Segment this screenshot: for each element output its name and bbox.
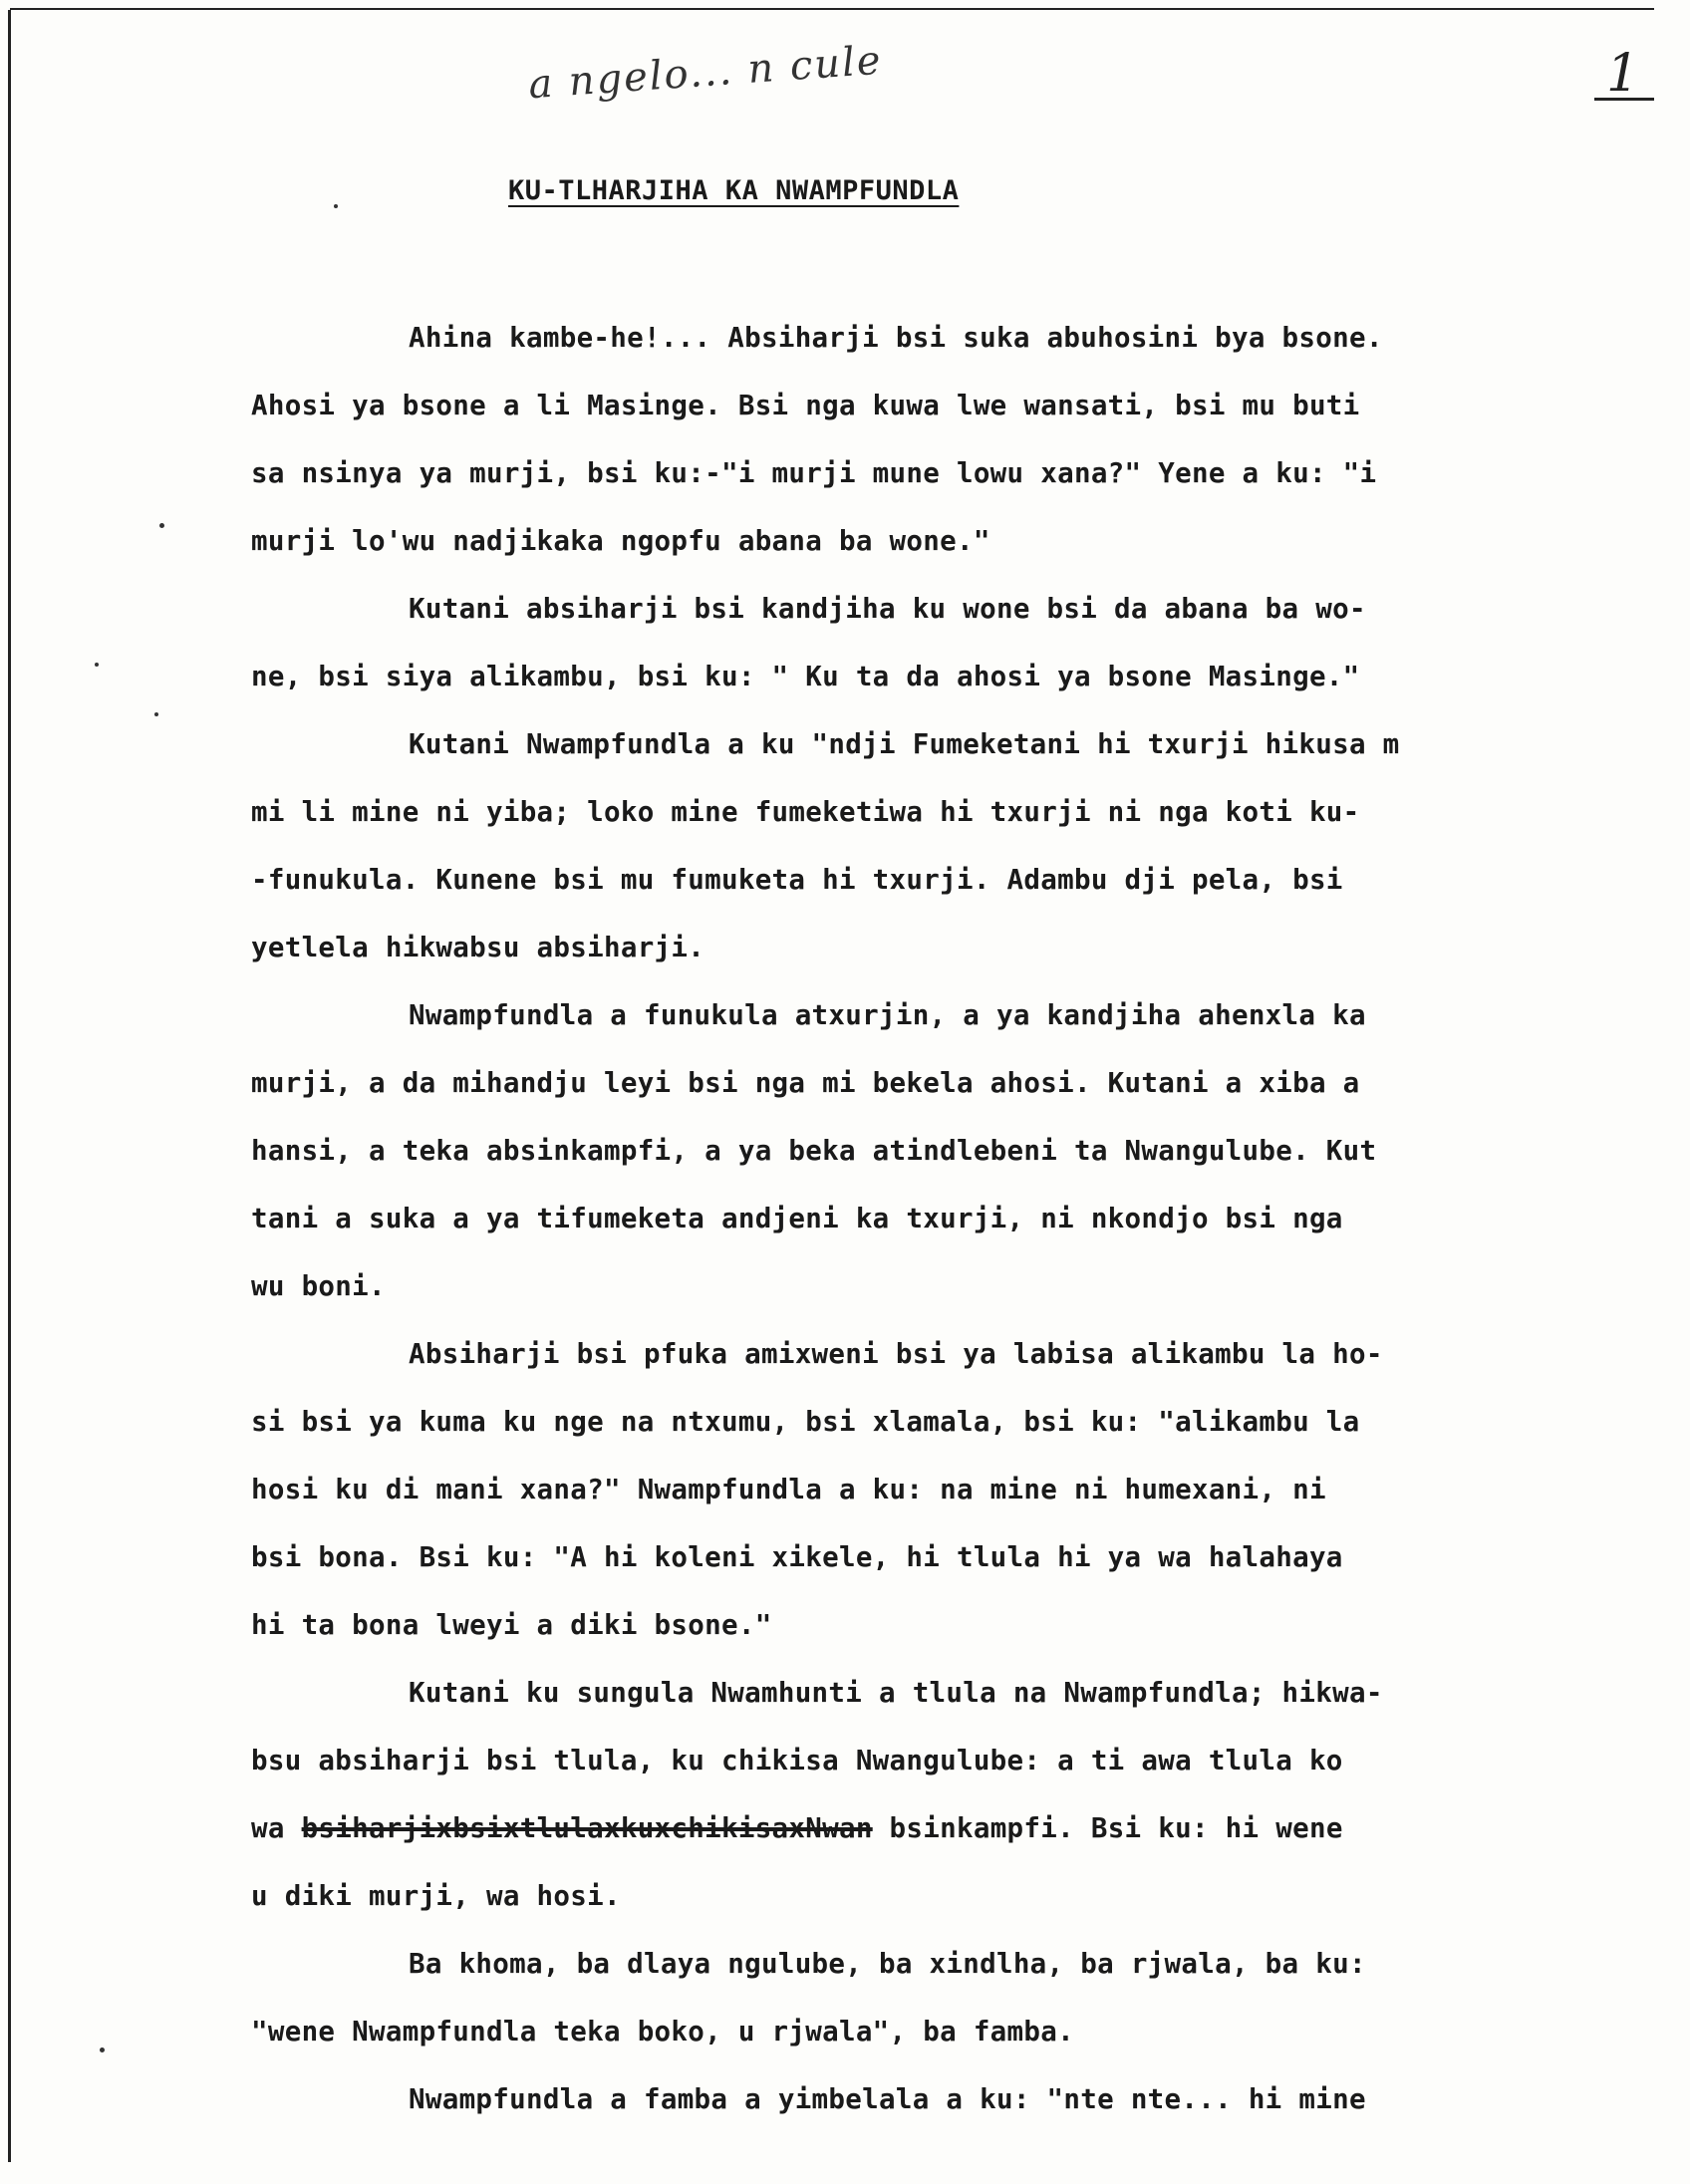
text-line: tani a suka a ya tifumeketa andjeni ka txurji, ni nkondjo bsi nga — [251, 1203, 1343, 1234]
text-line: Nwampfundla a funukula atxurjin, a ya kandjiha ahenxla ka — [409, 999, 1366, 1031]
page-number: 1 — [1606, 44, 1640, 104]
text-line: hi ta bona lweyi a diki bsone." — [251, 1609, 772, 1641]
typed-body-text — [251, 304, 1596, 2133]
text-line: murji, a da mihandju leyi bsi nga mi bekela ahosi. Kutani a xiba a — [251, 1067, 1360, 1099]
text-line: ne, bsi siya alikambu, bsi ku: " Ku ta da ahosi ya bsone Masinge." — [251, 661, 1360, 692]
page-number-underline — [1594, 98, 1654, 101]
text-line: "wene Nwampfundla teka boko, u rjwala", ba famba. — [251, 2016, 1074, 2048]
text-line: u diki murji, wa hosi. — [251, 1880, 621, 1912]
text-line: sa nsinya ya murji, bsi ku:-"i murji mune lowu xana?" Yene a ku: "i — [251, 457, 1377, 489]
scan-speck — [95, 663, 99, 667]
scan-speck — [334, 204, 338, 208]
text-line: Ahina kambe-he!... Absiharji bsi suka abuhosini bya bsone. — [409, 322, 1383, 354]
text-line: Ba khoma, ba dlaya ngulube, ba xindlha, ba rjwala, ba ku: — [409, 1948, 1366, 1980]
text-line: -funukula. Kunene bsi mu fumuketa hi txurji. Adambu dji pela, bsi — [251, 864, 1343, 896]
line-end: bsinkampfi. Bsi ku: hi wene — [872, 1812, 1343, 1844]
text-line: Nwampfundla a famba a yimbelala a ku: "nte nte... hi mine — [409, 2083, 1366, 2115]
text-line: bsi bona. Bsi ku: "A hi koleni xikele, hi tlula hi ya wa halahaya — [251, 1541, 1343, 1573]
document-title: KU-TLHARJIHA KA NWAMPFUNDLA — [508, 175, 960, 206]
handwritten-annotation: a ngelo... n cule — [526, 37, 884, 109]
scan-speck — [100, 2048, 105, 2052]
struck-through-text: bsiharjixbsixtlulaxkuxchikisaxNwan — [301, 1812, 873, 1844]
text-line: Ahosi ya bsone a li Masinge. Bsi nga kuwa lwe wansati, bsi mu buti — [251, 390, 1360, 421]
text-line: Absiharji bsi pfuka amixweni bsi ya labisa alikambu la ho- — [409, 1338, 1383, 1370]
text-line-with-strikethrough — [251, 1794, 1596, 1862]
text-line: si bsi ya kuma ku nge na ntxumu, bsi xlamala, bsi ku: "alikambu la — [251, 1406, 1360, 1438]
text-line: hosi ku di mani xana?" Nwampfundla a ku: na mine ni humexani, ni — [251, 1474, 1326, 1505]
text-line: Kutani ku sungula Nwamhunti a tlula na Nwampfundla; hikwa- — [409, 1677, 1383, 1709]
text-line: hansi, a teka absinkampfi, a ya beka atindlebeni ta Nwangulube. Kut — [251, 1135, 1377, 1167]
left-border-line — [8, 10, 11, 2162]
text-line: yetlela hikwabsu absiharji. — [251, 932, 705, 963]
text-line: bsu absiharji bsi tlula, ku chikisa Nwangulube: a ti awa tlula ko — [251, 1745, 1343, 1776]
text-line: murji lo'wu nadjikaka ngopfu abana ba wone." — [251, 525, 990, 557]
text-line: Kutani Nwampfundla a ku "ndji Fumeketani hi txurji hikusa m — [409, 728, 1400, 760]
scan-speck — [159, 523, 164, 528]
text-line: Kutani absiharji bsi kandjiha ku wone bsi da abana ba wo- — [409, 593, 1366, 625]
scan-speck — [154, 712, 158, 716]
line-start: wa — [251, 1812, 302, 1844]
top-border-line — [10, 8, 1654, 10]
text-line: wu boni. — [251, 1270, 386, 1302]
text-line: mi li mine ni yiba; loko mine fumeketiwa hi txurji ni nga koti ku- — [251, 796, 1360, 828]
